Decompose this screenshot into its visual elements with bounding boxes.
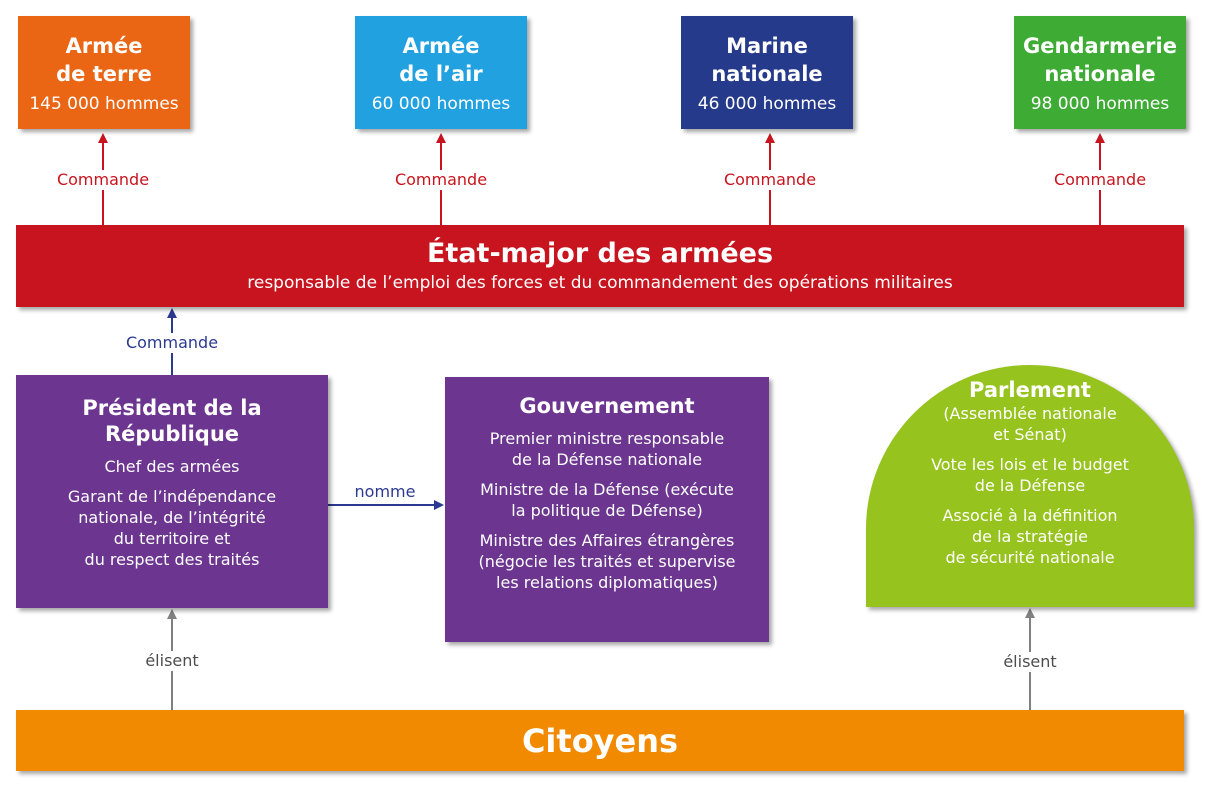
box-president-de-la-republique — [16, 375, 328, 608]
label-elisent-president: élisent — [145, 651, 199, 670]
gouvernement-item1-line2: de la Défense nationale — [511, 450, 703, 469]
parlement-subtitle-line1: (Assemblée nationale — [943, 404, 1117, 423]
branch-title-line2: nationale — [711, 62, 823, 86]
president-role-garant-line1: Garant de l’indépendance — [67, 487, 277, 506]
gouvernement-item2-line2: la politique de Défense) — [511, 501, 703, 520]
citoyens-title: Citoyens — [521, 722, 679, 760]
box-etat-major-des-armees — [16, 225, 1184, 307]
label-commande-armee-de-terre: Commande — [56, 170, 150, 189]
label-commande-marine-nationale: Commande — [723, 170, 817, 189]
etat-major-subtitle: responsable de l’emploi des forces et du commandement des opérations militaires — [247, 273, 953, 293]
president-title-line2: République — [104, 422, 240, 446]
box-gendarmerie-nationale — [1014, 16, 1186, 129]
president-title-line1: Président de la — [82, 396, 262, 420]
branch-title-line1: Armée — [402, 34, 480, 58]
branch-title-line1: Marine — [726, 34, 808, 58]
box-citoyens — [16, 710, 1184, 771]
gouvernement-item2-line1: Ministre de la Défense (exécute — [480, 480, 734, 499]
label-commande-etat-major: Commande — [125, 333, 219, 352]
gouvernement-title: Gouvernement — [519, 394, 695, 418]
parlement-item2-line1: Associé à la définition — [942, 506, 1118, 525]
gouvernement-item1-line1: Premier ministre responsable — [489, 429, 725, 448]
gouvernement-item3-line2: (négocie les traités et supervise — [478, 552, 736, 571]
parlement-title: Parlement — [969, 378, 1091, 402]
branch-strength: 60 000 hommes — [371, 94, 511, 114]
president-role-chef-des-armees: Chef des armées — [104, 457, 240, 476]
box-gouvernement — [445, 377, 769, 642]
label-commande-armee-de-l-air: Commande — [394, 170, 488, 189]
parlement-item1-line2: de la Défense — [974, 476, 1086, 495]
gouvernement-item3-line3: les relations diplomatiques) — [496, 573, 718, 592]
box-armee-de-l-air — [355, 16, 527, 129]
branch-strength: 98 000 hommes — [1030, 94, 1170, 114]
box-armee-de-terre — [18, 16, 190, 129]
label-commande-gendarmerie-nationale: Commande — [1053, 170, 1147, 189]
branch-title-line2: de l’air — [399, 62, 483, 86]
parlement-subtitle-line2: et Sénat) — [993, 425, 1067, 444]
etat-major-title: État-major des armées — [426, 238, 774, 269]
parlement-item1-line1: Vote les lois et le budget — [931, 455, 1129, 474]
branch-strength: 46 000 hommes — [697, 94, 837, 114]
branch-title-line2: de terre — [56, 62, 152, 86]
president-role-garant-line4: du respect des traités — [84, 550, 260, 569]
label-elisent-parlement: élisent — [1003, 652, 1057, 671]
president-role-garant-line2: nationale, de l’intégrité — [78, 508, 266, 527]
box-parlement — [866, 365, 1194, 607]
branch-strength: 145 000 hommes — [29, 94, 179, 114]
branch-title-line1: Armée — [65, 34, 143, 58]
branch-title-line2: nationale — [1044, 62, 1156, 86]
gouvernement-item3-line1: Ministre des Affaires étrangères — [479, 531, 735, 550]
label-nomme: nomme — [354, 482, 416, 501]
parlement-item2-line2: de la stratégie — [972, 527, 1088, 546]
president-role-garant-line3: du territoire et — [113, 529, 231, 548]
branch-title-line1: Gendarmerie — [1023, 34, 1177, 58]
parlement-item2-line3: de sécurité nationale — [945, 548, 1115, 567]
box-marine-nationale — [681, 16, 853, 129]
